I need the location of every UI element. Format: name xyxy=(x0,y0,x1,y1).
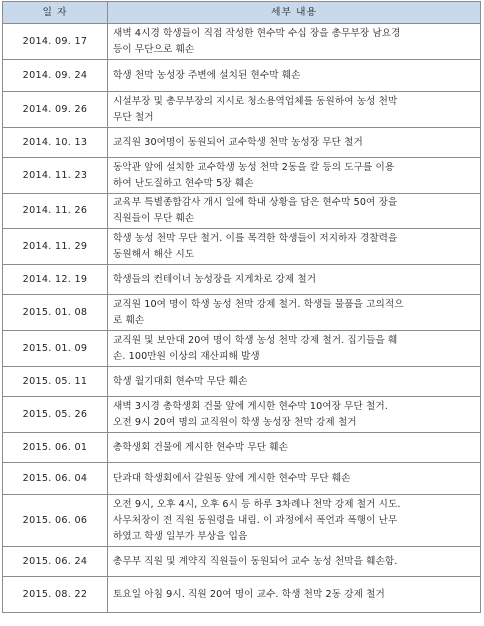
row-detail-line: 총무부 직원 및 계약직 직원들이 동원되어 교수 농성 천막을 훼손함. xyxy=(113,555,398,567)
row-date: 2015. 01. 09 xyxy=(3,331,108,367)
row-detail-line: 오전 9시 20여 명의 교직원이 학생 농성장 천막 강제 철거 xyxy=(113,416,357,428)
row-date: 2015. 06. 06 xyxy=(3,495,108,547)
table-row xyxy=(3,158,481,194)
row-date: 2015. 06. 01 xyxy=(3,433,108,463)
table-body xyxy=(3,24,481,613)
row-detail xyxy=(108,24,481,60)
row-date: 2015. 05. 11 xyxy=(3,367,108,397)
row-date: 2015. 05. 26 xyxy=(3,397,108,433)
row-detail xyxy=(108,265,481,295)
row-detail-line: 오전 9시, 오후 4시, 오후 6시 등 하루 3차례나 천막 강제 철거 시도. xyxy=(113,498,401,510)
row-detail-line: 학생 월기대회 현수막 무단 훼손 xyxy=(113,375,248,387)
row-date: 2014. 09. 24 xyxy=(3,60,108,92)
row-detail-line: 토요일 아침 9시. 직원 20여 명이 교수. 학생 천막 2동 강제 철거 xyxy=(113,588,385,600)
row-detail xyxy=(108,60,481,92)
row-date: 2014. 09. 17 xyxy=(3,24,108,60)
table-row xyxy=(3,495,481,547)
table-row xyxy=(3,295,481,331)
table-row xyxy=(3,194,481,229)
row-detail xyxy=(108,433,481,463)
row-detail xyxy=(108,547,481,577)
row-detail-line: 교육부 특별종합감사 개시 일에 학내 상황을 담은 현수막 50여 장을 xyxy=(113,197,398,208)
header-detail: 세부 내용 xyxy=(108,2,481,24)
row-detail xyxy=(108,229,481,265)
table-row xyxy=(3,229,481,265)
row-detail-line: 새벽 4시경 학생들이 직접 작성한 현수막 수십 장을 총무부장 남요경 xyxy=(113,27,401,39)
row-detail-line: 시설부장 및 총무부장의 지시로 청소용역업체를 동원하여 농성 천막 xyxy=(113,95,398,107)
table-row xyxy=(3,433,481,463)
row-detail xyxy=(108,194,481,229)
table-row xyxy=(3,24,481,60)
table-row xyxy=(3,92,481,128)
table-row xyxy=(3,331,481,367)
row-detail xyxy=(108,128,481,158)
row-date: 2015. 06. 04 xyxy=(3,463,108,495)
row-detail-line: 사무처장이 전 직원 동원령을 내림. 이 과정에서 폭언과 폭행이 난무 xyxy=(113,514,398,526)
row-detail xyxy=(108,92,481,128)
row-detail-line: 교직원 10여 명이 학생 농성 천막 강제 철거. 학생들 물품을 고의적으 xyxy=(113,298,404,310)
row-date: 2014. 12. 19 xyxy=(3,265,108,295)
row-date: 2014. 11. 23 xyxy=(3,158,108,194)
row-detail-line: 단과대 학생회에서 갈원동 앞에 게시한 현수막 무단 훼손 xyxy=(113,472,351,484)
row-detail-line: 학생들의 컨테이너 농성장을 지게차로 강제 철거 xyxy=(113,273,317,285)
header-date: 일 자 xyxy=(3,2,108,24)
row-detail xyxy=(108,463,481,495)
row-detail-line: 하여 난도질하고 현수막 5장 훼손 xyxy=(113,177,254,189)
row-detail-line: 총학생회 건물에 게시한 현수막 무단 훼손 xyxy=(113,441,288,453)
table-header-row xyxy=(3,2,481,24)
row-detail xyxy=(108,367,481,397)
row-detail-line: 동악관 앞에 설치한 교수학생 농성 천막 2동을 칼 등의 도구를 이용 xyxy=(113,161,395,173)
row-detail xyxy=(108,577,481,613)
table-row xyxy=(3,463,481,495)
table-row xyxy=(3,367,481,397)
row-date: 2014. 10. 13 xyxy=(3,128,108,158)
table-row xyxy=(3,397,481,433)
row-detail xyxy=(108,158,481,194)
row-detail xyxy=(108,295,481,331)
incident-table xyxy=(2,1,481,613)
row-detail-line: 교직원 및 보안대 20여 명이 학생 농성 천막 강제 철거. 집기들을 훼 xyxy=(113,334,398,346)
row-detail-line: 새벽 3시경 총학생회 건물 앞에 게시한 현수막 10여장 무단 철거. xyxy=(113,400,388,412)
row-detail xyxy=(108,495,481,547)
row-detail xyxy=(108,331,481,367)
row-detail xyxy=(108,397,481,433)
row-detail-line: 손. 100만원 이상의 재산피해 발생 xyxy=(113,350,260,362)
table-row xyxy=(3,265,481,295)
table-row xyxy=(3,128,481,158)
row-date: 2015. 08. 22 xyxy=(3,577,108,613)
row-detail-line: 로 훼손 xyxy=(113,314,145,326)
row-detail-line: 학생 농성 천막 무단 철거. 이를 목격한 학생들이 저지하자 경찰력을 xyxy=(113,232,398,244)
table-row xyxy=(3,60,481,92)
row-detail-line: 동원해서 해산 시도 xyxy=(113,248,195,260)
row-detail-line: 교직원 30여명이 동원되어 교수학생 천막 농성장 무단 철거 xyxy=(113,136,363,148)
row-detail-line: 직원들이 무단 훼손 xyxy=(113,213,195,224)
table-row xyxy=(3,547,481,577)
row-date: 2015. 06. 24 xyxy=(3,547,108,577)
incident-table-container xyxy=(2,1,480,613)
row-detail-line: 등이 무단으로 훼손 xyxy=(113,43,195,55)
row-date: 2014. 11. 26 xyxy=(3,194,108,229)
row-date: 2014. 11. 29 xyxy=(3,229,108,265)
row-detail-line: 무단 철거 xyxy=(113,111,154,123)
row-detail-line: 하였고 학생 일부가 부상을 입음 xyxy=(113,530,248,542)
row-date: 2014. 09. 26 xyxy=(3,92,108,128)
row-date: 2015. 01. 08 xyxy=(3,295,108,331)
table-row xyxy=(3,577,481,613)
row-detail-line: 학생 천막 농성장 주변에 설치된 현수막 훼손 xyxy=(113,69,301,81)
